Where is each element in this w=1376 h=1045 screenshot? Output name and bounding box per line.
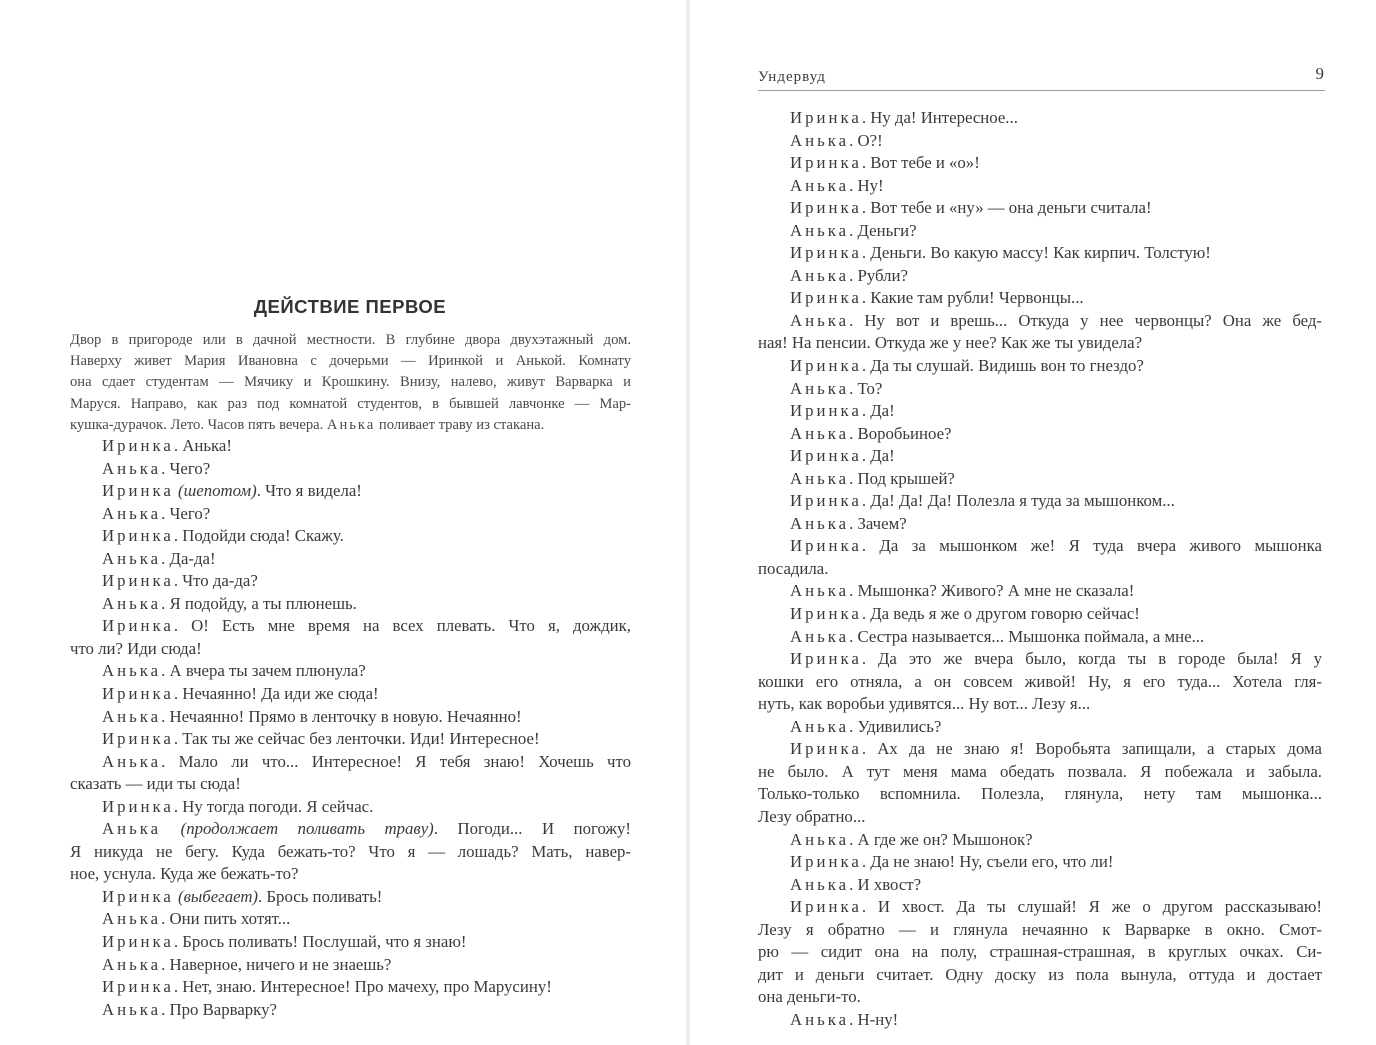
continuation-line bbox=[758, 761, 1322, 784]
dialogue-line bbox=[758, 355, 1322, 378]
line-text: . Подойди сюда! Скажу. bbox=[173, 526, 344, 546]
continuation-line bbox=[758, 783, 1322, 806]
line-text: кошки его отняла, а он совсем живой! Ну, я его туда... Хотела гля- bbox=[758, 671, 1322, 691]
speaker-name: Иринка bbox=[790, 243, 862, 263]
line-text: ное, уснула. Куда же бежать-то? bbox=[70, 864, 299, 884]
speaker-name: Иринка bbox=[102, 796, 174, 816]
speaker-name: Иринка bbox=[790, 649, 862, 669]
speaker-name: Иринка bbox=[102, 932, 174, 952]
dialogue-line bbox=[70, 976, 631, 999]
line-text: . Сестра называется... Мышонка поймала, а мне... bbox=[849, 626, 1205, 646]
dialogue-line bbox=[70, 706, 631, 729]
continuation-line bbox=[70, 841, 631, 864]
speaker-name: Анька bbox=[326, 416, 376, 433]
running-title: Ундервуд bbox=[758, 69, 826, 85]
speaker-name: Анька bbox=[102, 954, 162, 974]
line-text: кушка-дурачок. Лето. Часов пять вечера. bbox=[70, 416, 327, 433]
dialogue-line bbox=[758, 175, 1322, 198]
dialogue-line bbox=[758, 716, 1322, 739]
line-text: . Что я видела! bbox=[256, 481, 362, 501]
dialogue-line bbox=[758, 513, 1322, 536]
continuation-line bbox=[70, 638, 631, 661]
line-text: . Да! Да! Да! Полезла я туда за мышонком... bbox=[861, 491, 1175, 511]
line-text: посадила. bbox=[758, 558, 829, 578]
right-page bbox=[688, 0, 1376, 1045]
line-text: . То? bbox=[849, 378, 883, 398]
dialogue-line bbox=[70, 999, 631, 1022]
line-text: Наверху живет Мария Ивановна с дочерьми — Иринкой и Анькой. Комнату bbox=[70, 353, 631, 370]
right-dialogue bbox=[758, 107, 1322, 1031]
dialogue-line bbox=[758, 851, 1322, 874]
dialogue-line bbox=[70, 728, 631, 751]
speaker-name: Иринка bbox=[790, 739, 862, 759]
line-text: сказать — иди ты сюда! bbox=[70, 774, 241, 794]
continuation-line bbox=[70, 863, 631, 886]
dialogue-line bbox=[758, 242, 1322, 265]
dialogue-line bbox=[70, 593, 631, 616]
speaker-name: Анька bbox=[102, 706, 162, 726]
continuation-line bbox=[758, 332, 1322, 355]
speaker-name: Анька bbox=[790, 130, 850, 150]
line-text: . О?! bbox=[849, 130, 883, 150]
dialogue-line bbox=[70, 908, 631, 931]
line-text: . О! Есть мне время на всех плевать. Что я, дождик, bbox=[173, 616, 631, 636]
line-text: . Что да-да? bbox=[173, 571, 258, 591]
line-text: она сдает студентам — Мячику и Крошкину. Внизу, налево, живут Варварка и bbox=[70, 374, 631, 391]
line-text: . И хвост. Да ты слушай! Я же о другом рассказываю! bbox=[861, 897, 1322, 917]
speaker-name: Иринка bbox=[790, 288, 862, 308]
line-text: . Про Варварку? bbox=[161, 999, 277, 1019]
line-text: не было. А тут меня мама обедать позвала. Я побежала и забыла. bbox=[758, 761, 1322, 781]
speaker-name: Анька bbox=[102, 661, 162, 681]
dialogue-line bbox=[758, 1009, 1322, 1032]
line-text: Двор в пригороде или в дачной местности. В глубине двора двухэтажный дом. bbox=[70, 332, 631, 348]
line-text: . Деньги. Во какую массу! Как кирпич. Толстую! bbox=[861, 243, 1211, 263]
line-text: . Деньги? bbox=[849, 220, 917, 240]
dialogue-line bbox=[758, 107, 1322, 130]
dialogue-line bbox=[70, 660, 631, 683]
line-text: . Так ты же сейчас без ленточки. Иди! Интересное! bbox=[173, 729, 540, 749]
speaker-name: Иринка bbox=[790, 401, 862, 421]
stage-direction bbox=[70, 330, 631, 436]
speaker-name: Анька bbox=[790, 513, 850, 533]
speaker-name: Иринка bbox=[102, 977, 174, 997]
line-text: . Да это же вчера было, когда ты в городе была! Я у bbox=[861, 649, 1322, 669]
dialogue-line bbox=[758, 468, 1322, 491]
continuation-line bbox=[758, 806, 1322, 829]
speaker-name: Анька bbox=[102, 593, 162, 613]
line-text: Я никуда не бегу. Куда бежать-то? Что я — лошадь? Мать, навер- bbox=[70, 841, 631, 861]
line-text: она деньги-то. bbox=[758, 987, 861, 1007]
line-text: . Нечаянно! Да иди же сюда! bbox=[173, 684, 379, 704]
speaker-name: Иринка bbox=[102, 481, 174, 501]
dialogue-line bbox=[70, 931, 631, 954]
speaker-name: Анька bbox=[102, 503, 162, 523]
line-text: . Чего? bbox=[161, 503, 211, 523]
dialogue-line bbox=[758, 445, 1322, 468]
speaker-name: Иринка bbox=[790, 491, 862, 511]
speaker-name: Иринка bbox=[102, 571, 174, 591]
line-text: Только-только вспомнила. Полезла, глянула, нету там мышонка... bbox=[758, 784, 1322, 804]
line-text: . Да-да! bbox=[161, 548, 216, 568]
stage-direction-line bbox=[70, 351, 631, 372]
speaker-name: Иринка bbox=[790, 446, 862, 466]
dialogue-line bbox=[758, 896, 1322, 919]
dialogue-line bbox=[758, 603, 1322, 626]
speaker-name: Иринка bbox=[102, 616, 174, 636]
dialogue-line bbox=[70, 458, 631, 481]
speaker-name: Анька bbox=[790, 310, 850, 330]
speaker-name: Анька bbox=[790, 581, 850, 601]
speaker-name: Анька bbox=[790, 829, 850, 849]
line-text: . А вчера ты зачем плюнула? bbox=[161, 661, 366, 681]
speaker-name: Иринка bbox=[790, 536, 862, 556]
line-text: . Под крышей? bbox=[849, 468, 955, 488]
line-text: дит и деньги считает. Одну доску из пола вынула, оттуда и достает bbox=[758, 964, 1322, 984]
line-text: . Да! bbox=[861, 446, 895, 466]
line-text: Лезу обратно... bbox=[758, 806, 866, 826]
dialogue-line bbox=[758, 265, 1322, 288]
line-text: . Нет, знаю. Интересное! Про мачеху, про Марусину! bbox=[173, 977, 552, 997]
line-text: . Брось поливать! Послушай, что я знаю! bbox=[173, 932, 467, 952]
line-text: поливает траву из стакана. bbox=[375, 416, 545, 433]
dialogue-line bbox=[758, 874, 1322, 897]
page-number: 9 bbox=[1315, 64, 1325, 83]
dialogue-line bbox=[70, 435, 631, 458]
left-dialogue bbox=[70, 435, 631, 1021]
continuation-line bbox=[758, 986, 1322, 1009]
speaker-name: Иринка bbox=[790, 897, 862, 917]
dialogue-line bbox=[758, 490, 1322, 513]
line-text: . Да не знаю! Ну, съели его, что ли! bbox=[861, 852, 1114, 872]
dialogue-line bbox=[70, 615, 631, 638]
line-text: . Ах да не знаю я! Воробьята запищали, а старых дома bbox=[861, 739, 1322, 759]
speaker-name: Анька bbox=[102, 751, 162, 771]
speaker-name: Анька bbox=[790, 874, 850, 894]
dialogue-line bbox=[758, 423, 1322, 446]
speaker-name: Анька bbox=[102, 819, 162, 839]
dialogue-line bbox=[70, 480, 631, 503]
dialogue-line bbox=[758, 378, 1322, 401]
dialogue-line bbox=[70, 818, 631, 841]
dialogue-line bbox=[758, 626, 1322, 649]
speaker-name: Анька bbox=[790, 1009, 850, 1029]
line-text: Маруся. Направо, как раз под комнатой студентов, в бывшей лавчонке — Мар- bbox=[70, 395, 631, 412]
line-text: рю — сидит она на полу, страшная-страшная, в круглых очках. Си- bbox=[758, 942, 1322, 962]
line-text: . Ну да! Интересное... bbox=[861, 108, 1018, 127]
speaker-name: Анька bbox=[102, 909, 162, 929]
stage-direction-line bbox=[70, 415, 631, 436]
dialogue-line bbox=[758, 220, 1322, 243]
dialogue-line bbox=[758, 197, 1322, 220]
line-text: . Анька! bbox=[173, 436, 232, 455]
speaker-name: Иринка bbox=[790, 108, 862, 127]
stage-direction-line bbox=[70, 394, 631, 415]
stage-direction-inline: (шепотом) bbox=[173, 481, 257, 501]
line-text: . Они пить хотят... bbox=[161, 909, 291, 929]
speaker-name: Иринка bbox=[790, 356, 862, 376]
line-text: . Да ведь я же о другом говорю сейчас! bbox=[861, 604, 1140, 624]
dialogue-line bbox=[758, 738, 1322, 761]
speaker-name: Анька bbox=[102, 548, 162, 568]
speaker-name: Анька bbox=[102, 458, 162, 478]
line-text: . Н-ну! bbox=[849, 1009, 899, 1029]
dialogue-line bbox=[758, 152, 1322, 175]
stage-direction-line bbox=[70, 330, 631, 351]
line-text: нуть, как воробьи удивятся... Ну вот... Лезу я... bbox=[758, 694, 1091, 714]
line-text: . Рубли? bbox=[849, 265, 908, 285]
line-text: . Погоди... И погожу! bbox=[433, 819, 631, 839]
line-text: . Вот тебе и «ну» — она деньги считала! bbox=[861, 198, 1152, 218]
speaker-name: Иринка bbox=[790, 153, 862, 173]
speaker-name: Иринка bbox=[790, 852, 862, 872]
line-text: . Чего? bbox=[161, 458, 211, 478]
stage-direction-line bbox=[70, 372, 631, 393]
dialogue-line bbox=[70, 503, 631, 526]
dialogue-line bbox=[70, 886, 631, 909]
dialogue-line bbox=[758, 130, 1322, 153]
speaker-name: Иринка bbox=[102, 729, 174, 749]
line-text: . Брось поливать! bbox=[258, 886, 383, 906]
speaker-name: Анька bbox=[790, 423, 850, 443]
dialogue-line bbox=[70, 548, 631, 571]
dialogue-line bbox=[758, 535, 1322, 558]
line-text: ная! На пенсии. Откуда же у нее? Как же ты увидела? bbox=[758, 333, 1143, 353]
dialogue-line bbox=[758, 648, 1322, 671]
speaker-name: Иринка bbox=[790, 198, 862, 218]
line-text: . И хвост? bbox=[849, 874, 922, 894]
speaker-name: Иринка bbox=[790, 604, 862, 624]
line-text: . Да! bbox=[861, 401, 895, 421]
line-text: . Ну тогда погоди. Я сейчас. bbox=[173, 796, 374, 816]
speaker-name: Анька bbox=[790, 378, 850, 398]
line-text: . Ну! bbox=[849, 175, 884, 195]
line-text: . Какие там рубли! Червонцы... bbox=[861, 288, 1084, 308]
speaker-name: Анька bbox=[790, 265, 850, 285]
continuation-line bbox=[758, 558, 1322, 581]
continuation-line bbox=[758, 941, 1322, 964]
speaker-name: Анька bbox=[790, 468, 850, 488]
dialogue-line bbox=[70, 751, 631, 774]
line-text: . Воробьиное? bbox=[849, 423, 952, 443]
line-text: . Зачем? bbox=[849, 513, 907, 533]
dialogue-line bbox=[70, 570, 631, 593]
continuation-line bbox=[70, 773, 631, 796]
stage-direction-inline: (выбегает) bbox=[173, 886, 259, 906]
continuation-line bbox=[758, 964, 1322, 987]
dialogue-line bbox=[758, 580, 1322, 603]
line-text: . Ну вот и врешь... Откуда у нее червонцы? Она же бед- bbox=[849, 310, 1322, 330]
speaker-name: Иринка bbox=[102, 526, 174, 546]
line-text: что ли? Иди сюда! bbox=[70, 638, 202, 658]
speaker-name: Анька bbox=[790, 626, 850, 646]
line-text: . Вот тебе и «о»! bbox=[861, 153, 980, 173]
line-text: . Нечаянно! Прямо в ленточку в новую. Нечаянно! bbox=[161, 706, 522, 726]
dialogue-line bbox=[758, 829, 1322, 852]
stage-direction-inline: (продолжает поливать траву) bbox=[161, 819, 434, 839]
line-text: . А где же он? Мышонок? bbox=[849, 829, 1033, 849]
dialogue-line bbox=[70, 796, 631, 819]
dialogue-line bbox=[758, 400, 1322, 423]
line-text: . Да за мышонком же! Я туда вчера живого мышонка bbox=[861, 536, 1322, 556]
continuation-line bbox=[758, 693, 1322, 716]
line-text: . Удивились? bbox=[849, 716, 942, 736]
dialogue-line bbox=[758, 287, 1322, 310]
speaker-name: Иринка bbox=[102, 684, 174, 704]
line-text: Лезу я обратно — и глянула нечаянно к Варварке в окно. Смот- bbox=[758, 919, 1322, 939]
dialogue-line bbox=[70, 525, 631, 548]
speaker-name: Анька bbox=[790, 175, 850, 195]
running-head bbox=[758, 64, 1325, 91]
speaker-name: Анька bbox=[790, 220, 850, 240]
line-text: . Мышонка? Живого? А мне не сказала! bbox=[849, 581, 1135, 601]
line-text: . Наверное, ничего и не знаешь? bbox=[161, 954, 392, 974]
speaker-name: Анька bbox=[790, 716, 850, 736]
dialogue-line bbox=[70, 954, 631, 977]
speaker-name: Анька bbox=[102, 999, 162, 1019]
act-title: ДЕЙСТВИЕ ПЕРВОЕ bbox=[253, 296, 447, 317]
line-text: . Я подойду, а ты плюнешь. bbox=[161, 593, 357, 613]
line-text: . Да ты слушай. Видишь вон то гнездо? bbox=[861, 356, 1144, 376]
continuation-line bbox=[758, 671, 1322, 694]
dialogue-line bbox=[758, 310, 1322, 333]
speaker-name: Иринка bbox=[102, 886, 174, 906]
continuation-line bbox=[758, 919, 1322, 942]
line-text: . Мало ли что... Интересное! Я тебя знаю! Хочешь что bbox=[161, 751, 631, 771]
speaker-name: Иринка bbox=[102, 436, 174, 455]
dialogue-line bbox=[70, 683, 631, 706]
